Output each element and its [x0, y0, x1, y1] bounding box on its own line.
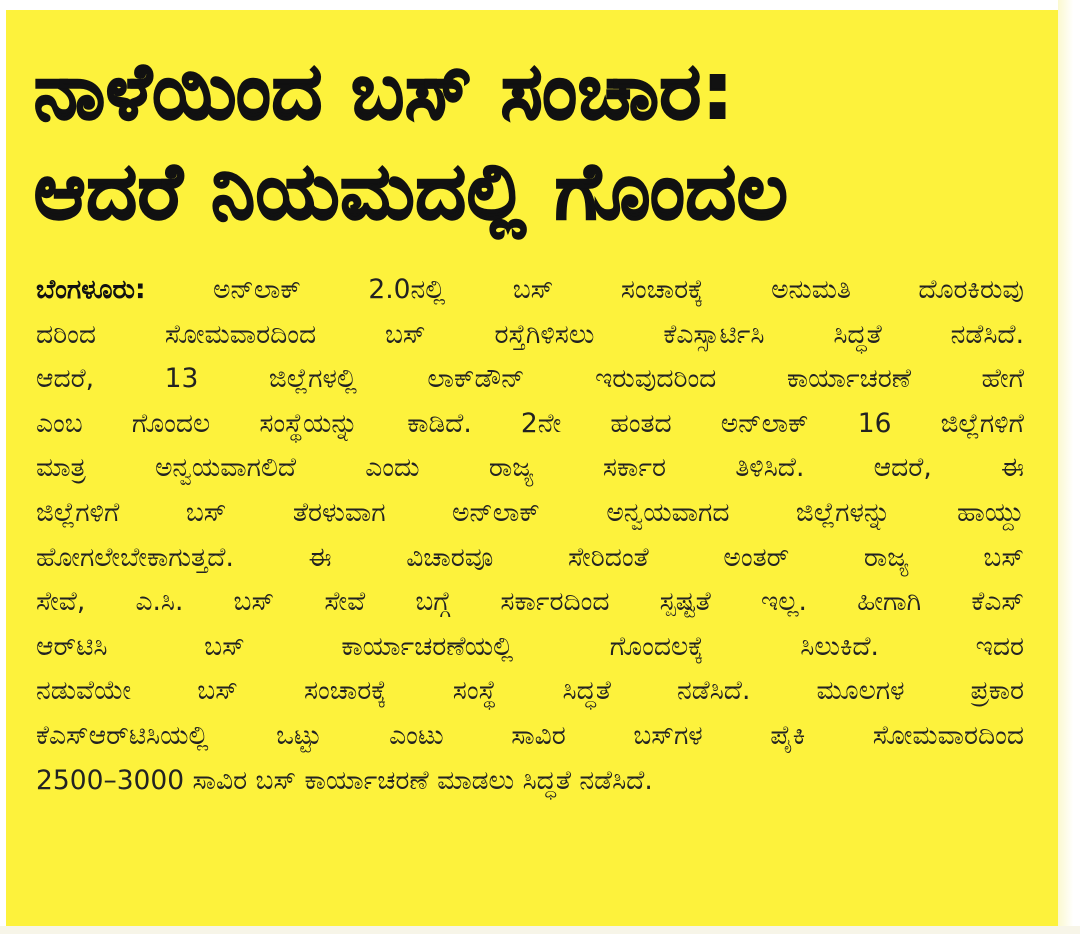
body-line-1-text: ಅನ್‌ಲಾಕ್ 2.0ನಲ್ಲಿ ಬಸ್ ಸಂಚಾರಕ್ಕೆ ಅನುಮತಿ ದೊರಕಿರುವು [145, 274, 1024, 305]
body-line-1 [36, 268, 1024, 313]
body-line-10: ನಡುವೆಯೇ ಬಸ್ ಸಂಚಾರಕ್ಕೆ ಸಂಸ್ಥೆ ಸಿದ್ಧತೆ ನಡೆಸಿದೆ. ಮೂಲಗಳ ಪ್ರಕಾರ [36, 675, 1024, 707]
body-line-2: ದರಿಂದ ಸೋಮವಾರದಿಂದ ಬಸ್ ರಸ್ತೆಗಿಳಿಸಲು ಕೆಎಸ್ಸಾರ್ಟಿಸಿ ಸಿದ್ಧತೆ ನಡೆಸಿದೆ. [36, 318, 1024, 350]
article-body [36, 268, 1024, 803]
body-line-8: ಸೇವೆ, ಎ.ಸಿ. ಬಸ್ ಸೇವೆ ಬಗ್ಗೆ ಸರ್ಕಾರದಿಂದ ಸ್ಪಷ್ಟತೆ ಇಲ್ಲ. ಹೀಗಾಗಿ ಕೆಎಸ್ [36, 586, 1024, 618]
body-line-5: ಮಾತ್ರ ಅನ್ವಯವಾಗಲಿದೆ ಎಂದು ರಾಜ್ಯ ಸರ್ಕಾರ ತಿಳಿಸಿದೆ. ಆದರೆ, ಈ [36, 452, 1024, 484]
body-line-6: ಜಿಲ್ಲೆಗಳಿಗೆ ಬಸ್ ತೆರಳುವಾಗ ಅನ್‌ಲಾಕ್ ಅನ್ವಯವಾಗದ ಜಿಲ್ಲೆಗಳನ್ನು ಹಾಯ್ದು [36, 496, 1024, 528]
dateline: ಬೆಂಗಳೂರು: [36, 274, 146, 305]
headline-line-1: ನಾಳೆಯಿಂದ ಬಸ್ ಸಂಚಾರ: [34, 47, 735, 137]
body-line-9: ಆರ್‌ಟಿಸಿ ಬಸ್ ಕಾರ್ಯಾಚರಣೆಯಲ್ಲಿ ಗೊಂದಲಕ್ಕೆ ಸಿಲುಕಿದೆ. ಇದರ [36, 630, 1024, 662]
article-headline [34, 42, 1034, 242]
headline-line-2: ಆದರೆ ನಿಯಮದಲ್ಲಿ ಗೊಂದಲ [34, 147, 789, 237]
body-line-7: ಹೋಗಲೇಬೇಕಾಗುತ್ತದೆ. ಈ ವಿಚಾರವೂ ಸೇರಿದಂತೆ ಅಂತರ್ ರಾಜ್ಯ ಬಸ್ [36, 541, 1024, 573]
page-edge-right [1058, 0, 1080, 934]
body-line-4: ಎಂಬ ಗೊಂದಲ ಸಂಸ್ಥೆಯನ್ನು ಕಾಡಿದೆ. 2ನೇ ಹಂತದ ಅನ್‌ಲಾಕ್ 16 ಜಿಲ್ಲೆಗಳಿಗೆ [36, 407, 1024, 439]
page-edge-bottom [0, 926, 1080, 934]
body-line-11: ಕೆಎಸ್‌ಆರ್‌ಟಿಸಿಯಲ್ಲಿ ಒಟ್ಟು ಎಂಟು ಸಾವಿರ ಬಸ್‌ಗಳ ಪೈಕಿ ಸೋಮವಾರದಿಂದ [36, 719, 1024, 751]
body-line-3: ಆದರೆ, 13 ಜಿಲ್ಲೆಗಳಲ್ಲಿ ಲಾಕ್‌ಡೌನ್ ಇರುವುದರಿಂದ ಕಾರ್ಯಾಚರಣೆ ಹೇಗೆ [36, 363, 1024, 395]
body-line-12: 2500–3000 ಸಾವಿರ ಬಸ್ ಕಾರ್ಯಾಚರಣೆ ಮಾಡಲು ಸಿದ್ಧತೆ ನಡೆಸಿದೆ. [36, 764, 653, 796]
